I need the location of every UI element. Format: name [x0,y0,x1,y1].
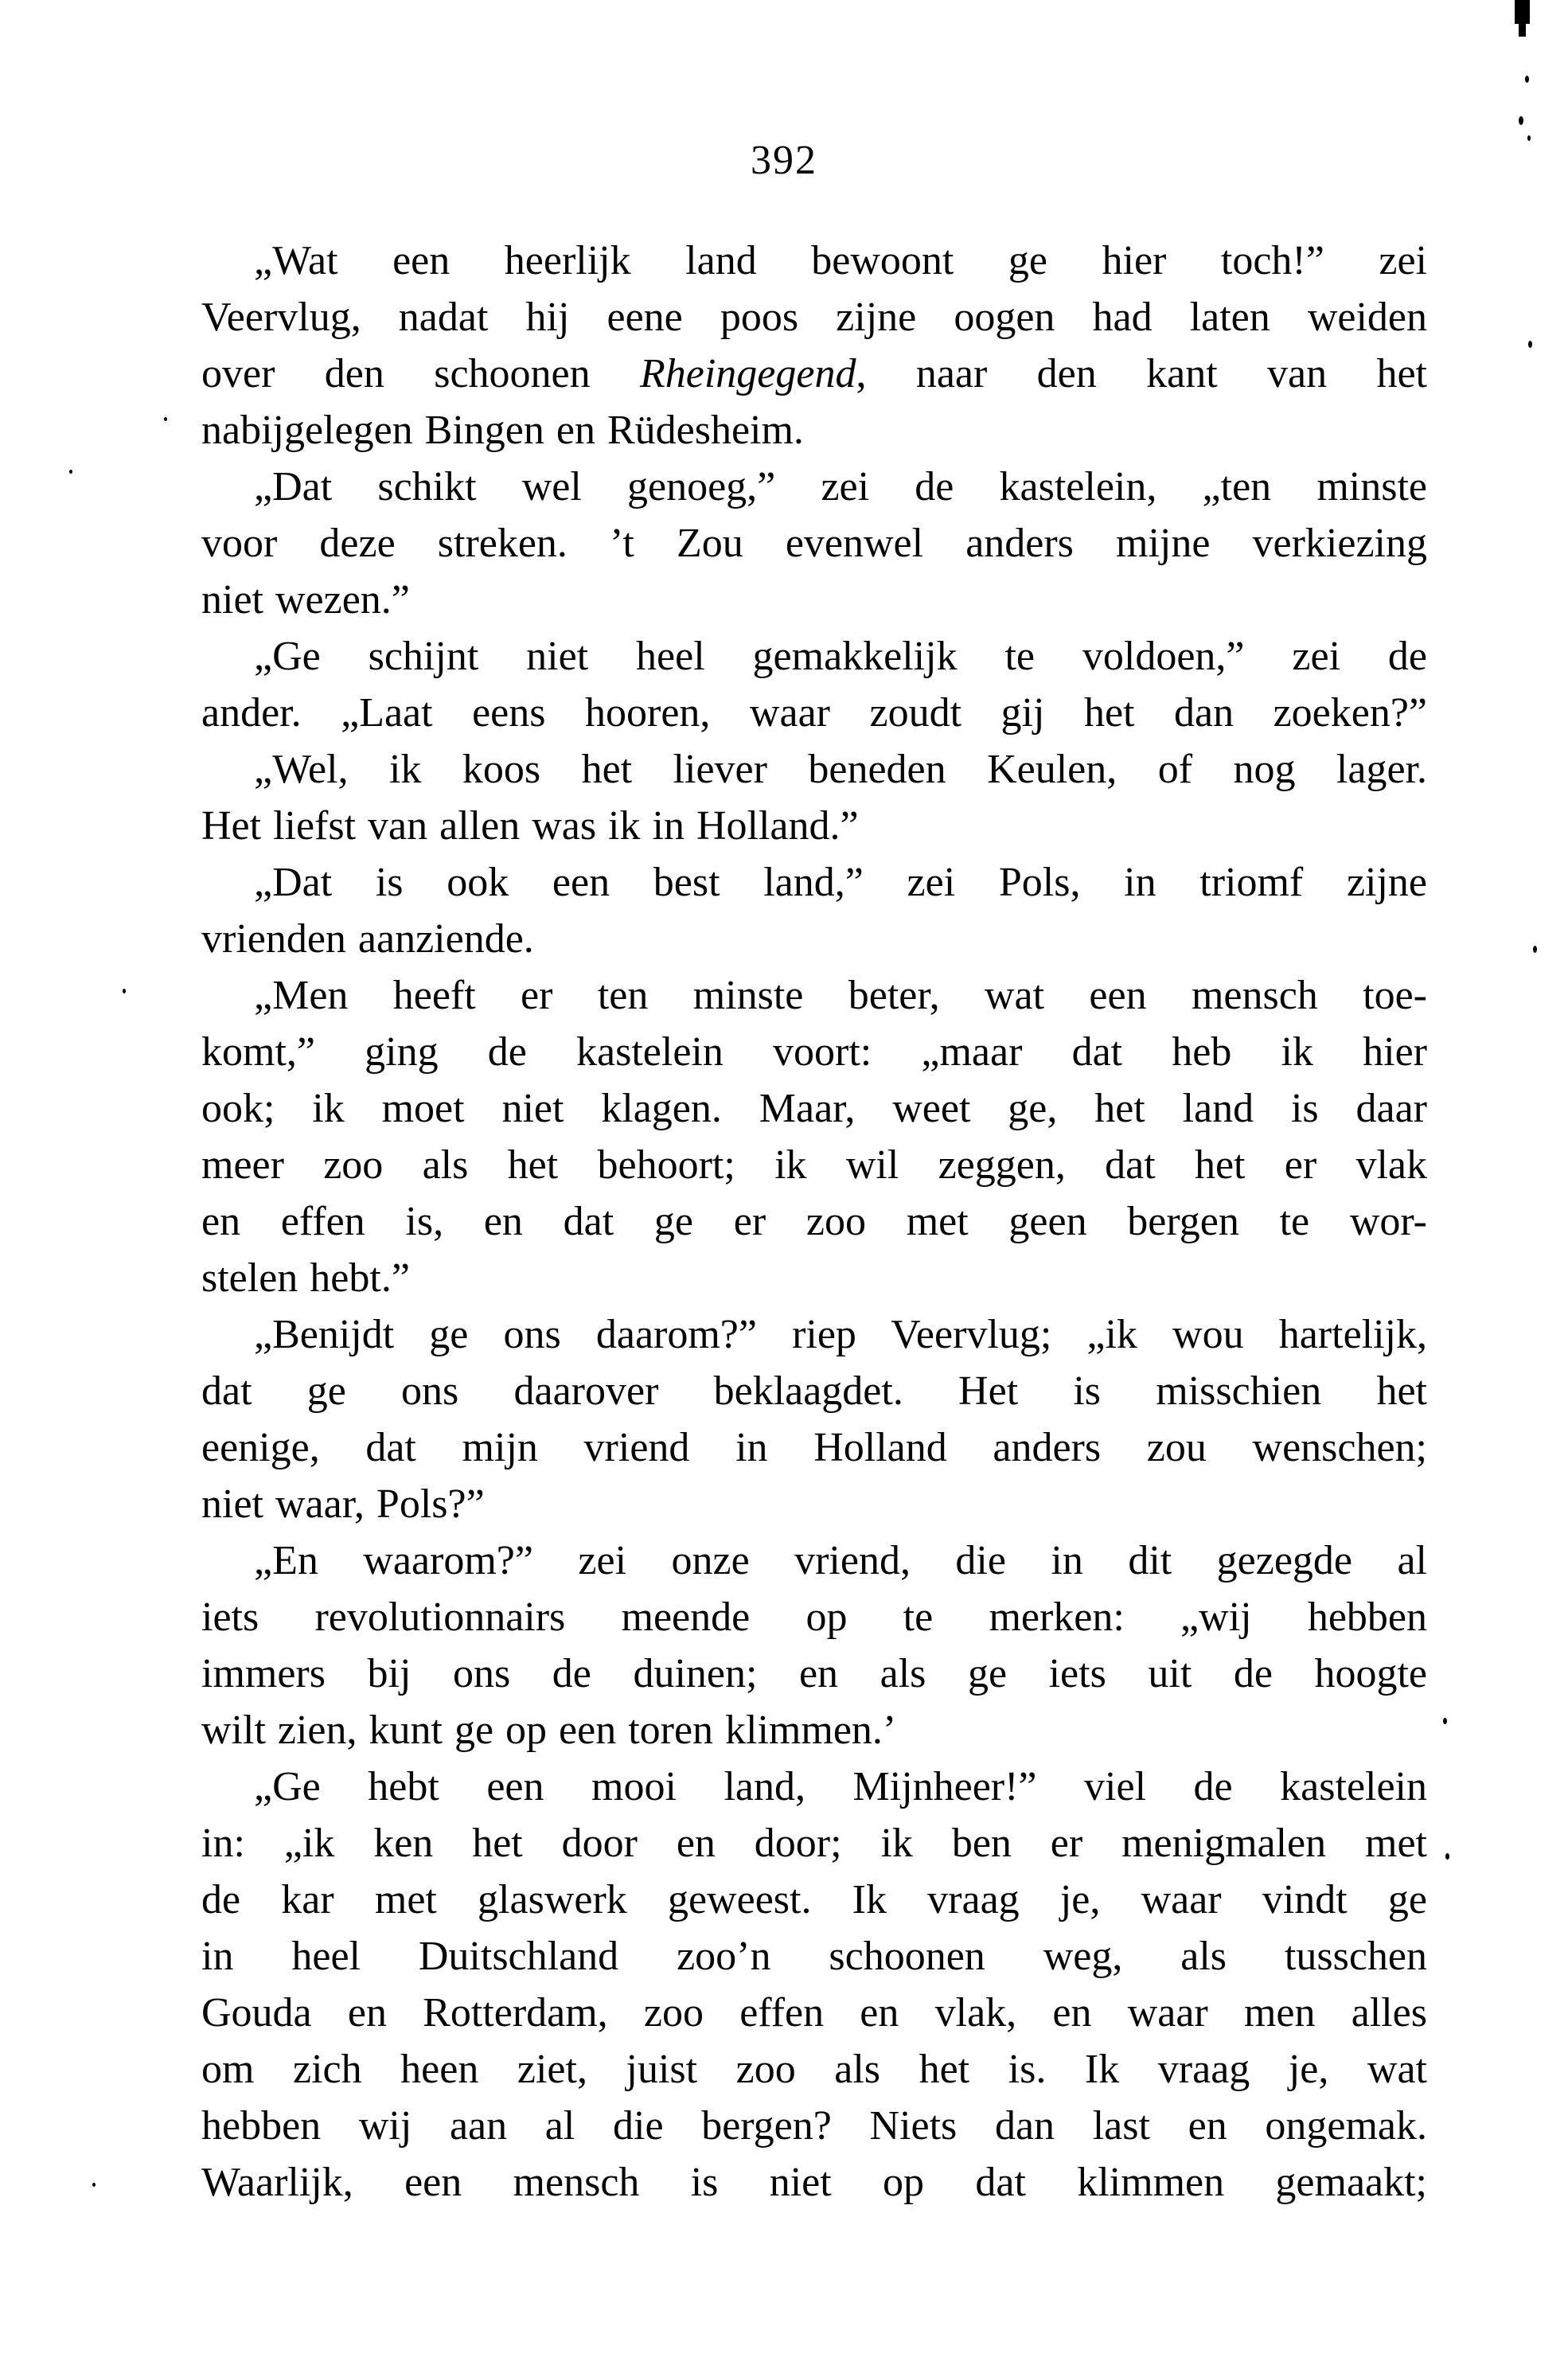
text-line [201,289,1427,345]
ink-dot [1519,116,1523,125]
text-line [201,2041,1427,2098]
ink-dot [123,989,126,993]
text-line [201,1363,1427,1419]
text-segment: de kar met glaswerk geweest. Ik vraag je, waar vindt ge [201,1877,1427,1922]
text-segment: iets revolutionnairs meende op te merken: „wij hebben [201,1594,1427,1640]
text-block [201,232,1427,2211]
text-segment: hebben wij aan al die bergen? Niets dan last en ongemak. [201,2103,1427,2149]
ink-blob-tail [1519,22,1526,37]
text-line [201,1928,1427,1985]
text-line [201,1985,1427,2041]
text-line [201,854,1427,911]
ink-dot [1527,135,1531,141]
text-line [201,911,1427,967]
text-segment: eenige, dat mijn vriend in Holland anders zou wenschen; [201,1425,1427,1470]
ink-dot [69,470,72,474]
ink-dot [92,2183,96,2187]
ink-dot [1533,946,1537,953]
text-segment: immers bij ons de duinen; en als ge iets uit de hoogte [201,1651,1427,1696]
text-segment: niet wezen.” [201,577,410,623]
text-segment: over den schoonen [201,351,640,396]
text-segment: vrienden aanziende. [201,916,534,962]
text-segment: Het liefst van allen was ik in Holland.” [201,803,859,849]
text-segment: „Ge hebt een mooi land, Mijnheer!” viel de kastelein [254,1764,1427,1809]
text-segment: meer zoo als het behoort; ik wil zeggen, dat het er vlak [201,1142,1427,1188]
text-segment: om zich heen ziet, juist zoo als het is. Ik vraag je, wat [201,2047,1427,2092]
text-segment: „En waarom?” zei onze vriend, die in dit gezegde al [254,1538,1427,1583]
text-line [201,1250,1427,1306]
text-segment: „Dat schikt wel genoeg,” zei de kastelein, „ten minste [254,464,1427,509]
ink-dot [164,417,167,421]
text-line [201,628,1427,685]
text-line [201,2154,1427,2211]
text-line [201,1589,1427,1645]
text-line [201,1532,1427,1589]
text-segment: in: „ik ken het door en door; ik ben er menigmalen met [201,1821,1427,1866]
ink-dot [1525,76,1529,83]
text-line [201,1702,1427,1758]
text-line [201,1476,1427,1532]
text-segment: „Wel, ik koos het liever beneden Keulen, of nog lager. [254,747,1427,792]
text-line [201,572,1427,628]
text-line [201,798,1427,854]
text-segment: in heel Duitschland zoo’n schoonen weg, als tusschen [201,1934,1427,1979]
text-line [201,1815,1427,1872]
text-segment: stelen hebt.” [201,1255,410,1301]
text-line [201,515,1427,572]
text-line [201,1419,1427,1476]
text-segment: komt,” ging de kastelein voort: „maar dat heb ik hier [201,1029,1427,1075]
text-line [201,1306,1427,1363]
text-line [201,685,1427,741]
text-segment: ook; ik moet niet klagen. Maar, weet ge, het land is daar [201,1086,1427,1131]
text-segment: nabijgelegen Bingen en Rüdesheim. [201,408,804,453]
text-line [201,1024,1427,1080]
ink-dot [1445,1853,1449,1860]
text-segment: Gouda en Rotterdam, zoo effen en vlak, en waar men alles [201,1990,1427,2035]
text-line [201,459,1427,515]
text-segment: „Men heeft er ten minste beter, wat een mensch toe- [254,973,1427,1018]
text-line [201,1080,1427,1137]
text-line [201,1872,1427,1928]
text-segment: „Benijdt ge ons daarom?” riep Veervlug; „ik wou hartelijk, [254,1312,1427,1357]
text-line [201,741,1427,798]
text-segment: „Dat is ook een best land,” zei Pols, in triomf zijne [254,860,1427,905]
text-segment: Veervlug, nadat hij eene poos zijne oogen had laten weiden [201,295,1427,340]
text-line [201,2098,1427,2154]
text-segment: wilt zien, kunt ge op een toren klimmen.’ [201,1708,897,1753]
text-line [201,967,1427,1024]
text-segment: , naar den kant van het [856,351,1427,396]
page-number: 392 [751,138,817,183]
text-segment: ander. „Laat eens hooren, waar zoudt gij het dan zoeken?” [201,690,1427,736]
text-segment: niet waar, Pols?” [201,1481,485,1527]
text-line [201,402,1427,459]
text-segment: voor deze streken. ’t Zou evenwel anders mijne verkiezing [201,521,1427,566]
text-line [201,232,1427,289]
text-segment: en effen is, en dat ge er zoo met geen bergen te wor- [201,1199,1427,1244]
ink-blob-top-right [1515,0,1530,24]
text-segment: „Wat een heerlijk land bewoont ge hier toch!” zei [254,238,1427,283]
text-line [201,1137,1427,1193]
text-segment: Waarlijk, een mensch is niet op dat klimmen gemaakt; [201,2160,1427,2205]
text-line [201,1193,1427,1250]
text-line [201,1645,1427,1702]
text-segment: „Ge schijnt niet heel gemakkelijk te voldoen,” zei de [254,634,1427,679]
text-line [201,1758,1427,1815]
text-segment: dat ge ons daarover beklaagdet. Het is misschien het [201,1368,1427,1414]
ink-dot [1528,341,1532,348]
italic-text: Rheingegend [640,351,856,396]
ink-dot [1443,1718,1447,1724]
text-line [201,345,1427,402]
